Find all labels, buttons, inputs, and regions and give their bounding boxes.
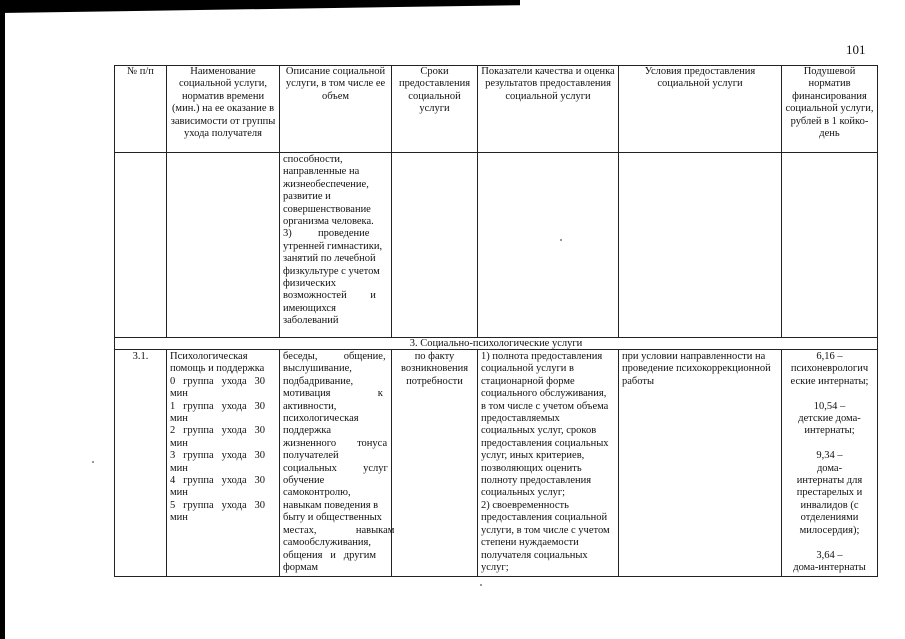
text-line: мотивация к — [283, 388, 383, 400]
text-line: навыкам поведения в — [283, 499, 379, 511]
text-line: совершенствование — [283, 203, 371, 215]
text-line: выслушивание, — [283, 363, 352, 375]
service-row — [115, 350, 878, 577]
text-line: работы — [622, 375, 655, 387]
text-line: поддержка — [283, 425, 332, 437]
service-description-cell — [280, 350, 395, 577]
text-line: услуги, в том числе с учетом — [481, 524, 610, 536]
text-line: местах, навыкам — [283, 524, 395, 536]
text-line: престарелых и — [796, 487, 863, 499]
text-line: 1) полнота предоставления — [481, 351, 603, 362]
text-line: 10,54 – — [813, 400, 846, 412]
text-line: помощь и поддержка — [170, 363, 265, 375]
text-line: имеющихся — [283, 302, 336, 314]
text-line: мин — [170, 388, 188, 400]
text-line: получателей — [283, 450, 339, 462]
text-line: 4 группа ухода 30 — [170, 475, 265, 487]
text-line: мин — [170, 487, 188, 499]
text-line: дома- — [816, 462, 843, 474]
scan-speck — [560, 239, 562, 241]
text-line: подбадривание, — [283, 375, 354, 387]
text-line: интернаты; — [804, 425, 855, 437]
text-line: 3,64 – — [816, 549, 843, 561]
header-conditions: Условия предоставления социальной услуги — [619, 66, 782, 153]
continuation-row — [115, 153, 878, 338]
header-row — [115, 66, 878, 153]
text-line: 9,34 – — [816, 450, 843, 462]
text-line: беседы, общение, — [283, 351, 386, 362]
text-line: активности, — [283, 400, 337, 412]
header-quality: Показатели качества и оценка результатов предоставления социальной услуги — [478, 66, 619, 153]
text-line: 2) своевременность — [481, 499, 569, 511]
text-line: самоконтролю, — [283, 487, 351, 499]
text-line: возникновения — [400, 363, 469, 375]
text-line: 1 группа ухода 30 — [170, 400, 265, 412]
text-line: социальных услуг, сроков — [481, 425, 597, 437]
continuation-quality-cell — [478, 153, 619, 338]
text-line: полноту предоставления — [481, 475, 592, 487]
text-line: стационарной форме — [481, 375, 575, 387]
text-line: позволяющих оценить — [481, 462, 582, 474]
text-line: развитие и — [283, 191, 331, 203]
text-line: мин — [170, 413, 188, 425]
text-line: еские интернаты; — [790, 375, 869, 387]
services-table — [114, 65, 878, 577]
service-name-cell — [167, 350, 280, 577]
scan-edge-top — [0, 0, 905, 14]
text-line: 6,16 – — [816, 351, 843, 362]
text-line: предоставления социальных — [481, 437, 609, 449]
text-line: получателя социальных — [481, 549, 588, 561]
section-title: 3. Социально-психологические услуги — [115, 338, 878, 350]
text-line: социальных услуг; — [481, 487, 566, 499]
text-line: 3 группа ухода 30 — [170, 450, 265, 462]
scan-speck — [480, 584, 482, 586]
continuation-funding-cell — [782, 153, 878, 338]
text-line: способности, — [283, 154, 343, 165]
page-number: 101 — [846, 42, 866, 57]
text-line: 5 группа ухода 30 — [170, 499, 265, 511]
service-conditions-cell — [619, 350, 782, 577]
text-line: самообслуживания, — [283, 537, 371, 549]
continuation-description-cell — [280, 153, 392, 338]
text-line: услуг; — [481, 561, 509, 573]
text-line: социального обслуживания, — [481, 388, 607, 400]
text-line: жизнеобеспечение, — [283, 178, 369, 190]
header-terms: Сроки предоставления социальной услуги — [392, 66, 478, 153]
spacer-line — [785, 388, 874, 400]
text-line: по факту — [414, 351, 455, 362]
spacer-line — [785, 438, 874, 450]
text-line: милосердия); — [799, 524, 860, 536]
text-line: заболеваний — [283, 315, 339, 327]
header-description: Описание социальной услуги, в том числе ее объем — [280, 66, 392, 153]
text-line: услуг, иных критериев, — [481, 450, 585, 462]
text-line: формам — [283, 561, 319, 573]
text-line: мин — [170, 512, 188, 524]
text-line: 2 группа ухода 30 — [170, 425, 265, 437]
text-line: проведение психокоррекционной — [622, 363, 771, 375]
text-line: занятий по лечебной — [283, 253, 376, 265]
header-number: № п/п — [115, 66, 167, 153]
text-line: отделениями — [800, 512, 859, 524]
text-line: возможностей и — [283, 290, 376, 302]
text-line: быту и общественных — [283, 512, 382, 524]
scan-edge-left — [0, 0, 5, 639]
text-line: дома-интернаты — [793, 561, 866, 573]
text-line: направленные на — [283, 166, 360, 178]
text-line: при условии направленности на — [622, 351, 766, 362]
text-line: организма человека. — [283, 216, 374, 228]
text-line: интернаты для — [796, 475, 863, 487]
service-funding-cell — [782, 350, 878, 577]
text-line: социальных услуг — [283, 462, 388, 474]
text-line: степени нуждаемости — [481, 537, 579, 549]
text-line: 3) проведение — [283, 228, 370, 240]
service-terms-cell — [392, 350, 478, 577]
text-line: жизненного тонуса — [283, 437, 388, 449]
text-line: потребности — [406, 375, 463, 387]
service-quality-cell — [478, 350, 619, 577]
text-line: мин — [170, 437, 188, 449]
text-line: социальной услуги в — [481, 363, 574, 375]
text-line: психоневрологич — [790, 363, 869, 375]
text-line: 0 группа ухода 30 — [170, 375, 265, 387]
section-row — [115, 338, 878, 350]
text-line: мин — [170, 462, 188, 474]
scan-speck — [92, 461, 94, 463]
text-line: в том числе с учетом объема — [481, 400, 609, 412]
text-line: общения и другим — [283, 549, 377, 561]
spacer-line — [785, 537, 874, 549]
text-line: обучение — [283, 475, 325, 487]
text-line: Психологическая — [170, 351, 248, 362]
service-number: 3.1. — [115, 350, 167, 577]
header-funding: Подушевой норматив финансирования социальной услуги, рублей в 1 койко-день — [782, 66, 878, 153]
continuation-terms-cell — [392, 153, 478, 338]
continuation-name-cell — [167, 153, 280, 338]
text-line: предоставляемых — [481, 413, 560, 425]
header-service-name: Наименование социальной услуги, норматив времени (мин.) на ее оказание в зависимости от группы ухода получателя — [167, 66, 280, 153]
continuation-number-cell — [115, 153, 167, 338]
text-line: утренней гимнастики, — [283, 240, 383, 252]
text-line: психологическая — [283, 413, 359, 425]
text-line: предоставления социальной — [481, 512, 608, 524]
text-line: инвалидов (с — [800, 499, 859, 511]
text-line: физкультуре с учетом — [283, 265, 380, 277]
text-line: физических — [283, 278, 337, 290]
continuation-conditions-cell — [619, 153, 782, 338]
text-line: детские дома- — [798, 413, 861, 425]
